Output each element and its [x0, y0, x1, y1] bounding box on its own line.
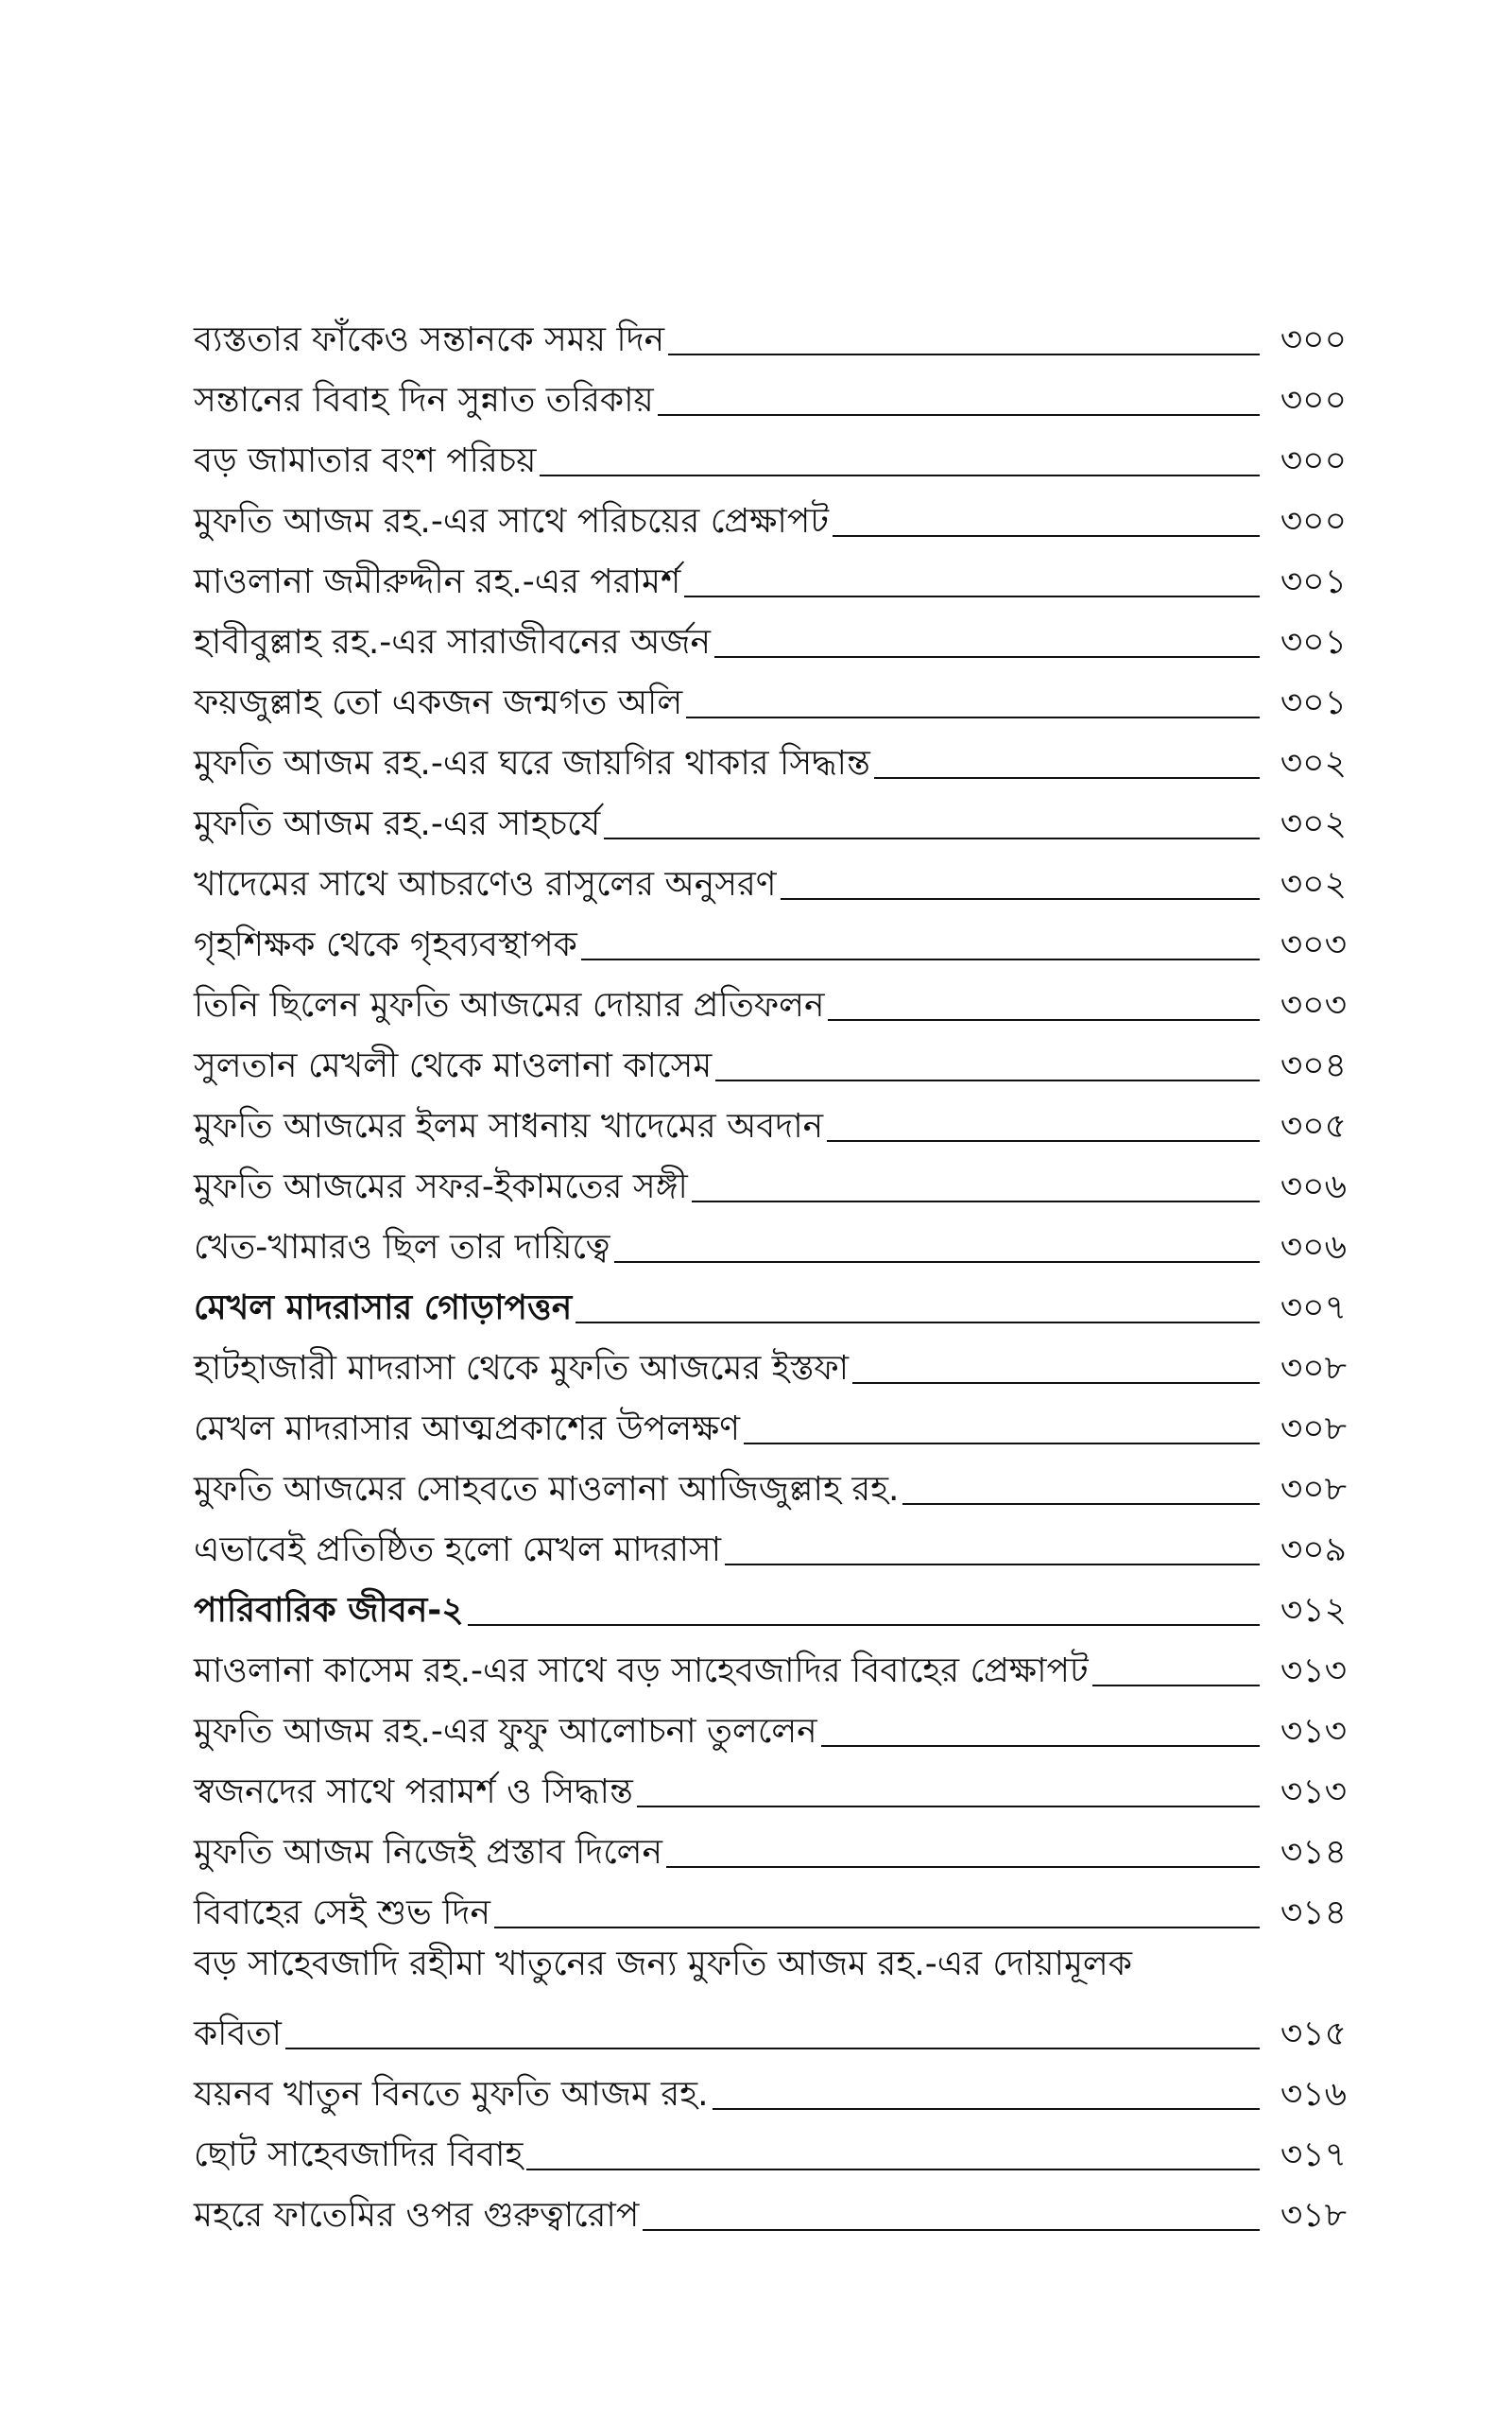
toc-entry-wrapped [194, 1995, 1347, 2055]
leader-line [540, 475, 1260, 476]
toc-entry-page: ৩০০ [1280, 381, 1347, 420]
toc-entry [194, 361, 1347, 422]
toc-entry [194, 906, 1347, 966]
toc-entry-page: ৩০৫ [1280, 1107, 1347, 1146]
leader-line [714, 656, 1260, 658]
toc-entry [194, 2176, 1347, 2237]
toc-entry-page: ৩১৪ [1280, 1833, 1347, 1872]
toc-entry-title: হাটহাজারী মাদরাসা থেকে মুফতি আজমের ইস্তফা [194, 1349, 850, 1388]
leader-line [494, 1927, 1260, 1928]
toc-entry [194, 1450, 1347, 1511]
toc-entry-page: ৩১৩ [1280, 1651, 1347, 1690]
toc-entry [194, 1390, 1347, 1450]
toc-entry-title: মাওলানা জমীরুদ্দীন রহ.-এর পরামর্শ [194, 562, 681, 601]
toc-entry-title: মেখল মাদরাসার আত্মপ্রকাশের উপলক্ষণ [194, 1409, 740, 1448]
toc-entry-page: ৩০১ [1280, 683, 1347, 722]
leader-line [902, 1503, 1260, 1505]
toc-entry [194, 301, 1347, 361]
toc-entry-page: ৩০৩ [1280, 925, 1347, 964]
toc-entry [194, 1148, 1347, 1208]
leader-line [692, 1201, 1260, 1202]
toc-entry-page: ৩১৩ [1280, 1712, 1347, 1751]
toc-entry-title: মুফতি আজম নিজেই প্রস্তাব দিলেন [194, 1833, 662, 1872]
toc-entry-page: ৩১৬ [1280, 2075, 1347, 2114]
toc-entry [194, 724, 1347, 785]
toc-entry [194, 1511, 1347, 1571]
toc-entry-page: ৩১৫ [1280, 2014, 1347, 2053]
toc-entry-page: ৩০১ [1280, 623, 1347, 662]
toc-entry-page: ৩১৩ [1280, 1772, 1347, 1811]
toc-entry-page: ৩০২ [1280, 744, 1347, 783]
toc-entry-title: মুফতি আজমের ইলম সাধনায় খাদেমের অবদান [194, 1107, 824, 1146]
toc-entry-title: বিবাহের সেই শুভ দিন [194, 1893, 490, 1932]
toc-entry-title: কবিতা [194, 2014, 282, 2053]
toc-entry-page: ৩১৭ [1280, 2135, 1347, 2174]
toc-entry [194, 845, 1347, 906]
toc-entry [194, 966, 1347, 1027]
toc-entry [194, 1874, 1347, 1934]
toc-entry-page: ৩১৪ [1280, 1893, 1347, 1932]
leader-line [604, 838, 1260, 839]
toc-entry [194, 1027, 1347, 1087]
leader-line [821, 1745, 1260, 1747]
toc-section-heading [194, 1571, 1347, 1632]
toc-entry-title: ছোট সাহেবজাদির বিবাহ [194, 2135, 524, 2174]
leader-line [827, 1140, 1260, 1142]
toc-entry-page: ৩০৬ [1280, 1167, 1347, 1206]
leader-line [713, 2108, 1260, 2110]
toc-entry [194, 1692, 1347, 1753]
toc-entry-title: মহরে ফাতেমির ওপর গুরুত্বারোপ [194, 2196, 640, 2235]
toc-entry [194, 785, 1347, 845]
toc-entry [194, 482, 1347, 543]
toc-entry-page: ৩০৮ [1280, 1409, 1347, 1448]
leader-line [666, 1866, 1260, 1868]
leader-line [852, 1382, 1260, 1384]
toc-entry-title: পারিবারিক জীবন-২ [194, 1591, 464, 1630]
leader-line [658, 414, 1260, 416]
toc-entry-title: মুফতি আজম রহ.-এর ঘরে জায়গির থাকার সিদ্ধান্ত [194, 744, 870, 783]
toc-entry [194, 664, 1347, 724]
toc-entry [194, 2055, 1347, 2116]
toc-entry [194, 1087, 1347, 1148]
leader-line [668, 354, 1260, 355]
leader-line [637, 1806, 1260, 1807]
toc-entry-page: ৩০০ [1280, 502, 1347, 541]
toc-entry-page: ৩০৩ [1280, 986, 1347, 1025]
leader-line [684, 596, 1260, 597]
leader-line [715, 1080, 1260, 1081]
toc-entry-title: হাবীবুল্লাহ রহ.-এর সারাজীবনের অর্জন [194, 623, 711, 662]
toc-entry [194, 1329, 1347, 1390]
toc-list [194, 301, 1347, 1934]
toc-entry-title: সুলতান মেখলী থেকে মাওলানা কাসেম [194, 1046, 713, 1085]
toc-entry-page: ৩০২ [1280, 865, 1347, 904]
toc-entry-title: স্বজনদের সাথে পরামর্শ ও সিদ্ধান্ত [194, 1772, 633, 1811]
toc-entry-wrapped-line1: বড় সাহেবজাদি রহীমা খাতুনের জন্য মুফতি আজম রহ.-এর দোয়ামূলক [194, 1945, 1132, 1983]
leader-line [581, 959, 1260, 960]
toc-entry-page: ৩০৮ [1280, 1349, 1347, 1388]
toc-entry-title: মুফতি আজম রহ.-এর সাথে পরিচয়ের প্রেক্ষাপট [194, 502, 829, 541]
leader-line [874, 777, 1260, 779]
toc-entry [194, 543, 1347, 603]
toc-entry-page: ৩১৮ [1280, 2196, 1347, 2235]
toc-entry [194, 1632, 1347, 1692]
toc-entry-title: সন্তানের বিবাহ দিন সুন্নাত তরিকায় [194, 381, 654, 420]
toc-entry [194, 1813, 1347, 1874]
toc-entry-page: ৩০০ [1280, 441, 1347, 480]
leader-line [468, 1624, 1260, 1626]
toc-entry-title: তিনি ছিলেন মুফতি আজমের দোয়ার প্রতিফলন [194, 986, 825, 1025]
toc-entry-page: ৩০৯ [1280, 1530, 1347, 1569]
toc-entry-page: ৩০৮ [1280, 1470, 1347, 1509]
toc-entry-title: মেখল মাদরাসার গোড়াপত্তন [194, 1288, 573, 1327]
toc-entry [194, 603, 1347, 664]
leader-line [285, 2048, 1260, 2049]
toc-entry [194, 422, 1347, 482]
toc-entry-title: ব্যস্ততার ফাঁকেও সন্তানকে সময় দিন [194, 320, 665, 359]
toc-entry-page: ৩০৪ [1280, 1046, 1347, 1085]
toc-entry-title: গৃহশিক্ষক থেকে গৃহব্যবস্থাপক [194, 925, 577, 964]
toc-entry-page: ৩০০ [1280, 320, 1347, 359]
leader-line [725, 1564, 1260, 1565]
toc-tail-list [194, 2055, 1347, 2237]
leader-line [643, 2229, 1260, 2231]
toc-entry-title: খাদেমের সাথে আচরণেও রাসুলের অনুসরণ [194, 865, 777, 904]
toc-entry-page: ৩০২ [1280, 804, 1347, 843]
leader-line [1092, 1685, 1260, 1686]
toc-entry-title: ফয়জুল্লাহ তো একজন জন্মগত অলি [194, 683, 683, 722]
toc-section-heading [194, 1269, 1347, 1329]
toc-entry-title: খেত-খামারও ছিল তার দায়িত্বে [194, 1228, 610, 1267]
toc-entry-title: মাওলানা কাসেম রহ.-এর সাথে বড় সাহেবজাদির বিবাহের প্রেক্ষাপট [194, 1651, 1089, 1690]
leader-line [614, 1261, 1260, 1263]
toc-entry [194, 1208, 1347, 1269]
toc-entry-title: যয়নব খাতুন বিনতে মুফতি আজম রহ. [194, 2075, 709, 2114]
toc-entry-page: ৩০১ [1280, 562, 1347, 601]
leader-line [526, 2169, 1260, 2170]
leader-line [833, 535, 1260, 537]
toc-entry-page: ৩১২ [1280, 1591, 1347, 1630]
table-of-contents [194, 301, 1347, 2237]
leader-line [686, 717, 1260, 718]
toc-entry-title: এভাবেই প্রতিষ্ঠিত হলো মেখল মাদরাসা [194, 1530, 722, 1569]
toc-entry-title: মুফতি আজম রহ.-এর ফুফু আলোচনা তুললেন [194, 1712, 817, 1751]
leader-line [781, 898, 1260, 900]
leader-line [576, 1322, 1260, 1323]
leader-line [828, 1019, 1260, 1021]
toc-entry-title: মুফতি আজম রহ.-এর সাহচর্যে [194, 804, 601, 843]
toc-entry-title: বড় জামাতার বংশ পরিচয় [194, 441, 537, 480]
toc-entry-page: ৩০৬ [1280, 1228, 1347, 1267]
leader-line [744, 1443, 1260, 1444]
toc-entry [194, 1753, 1347, 1813]
toc-entry-title: মুফতি আজমের সোহবতে মাওলানা আজিজুল্লাহ রহ. [194, 1470, 900, 1509]
toc-entry-page: ৩০৭ [1280, 1288, 1347, 1327]
toc-entry [194, 2116, 1347, 2176]
toc-entry-title: মুফতি আজমের সফর-ইকামতের সঙ্গী [194, 1167, 688, 1206]
